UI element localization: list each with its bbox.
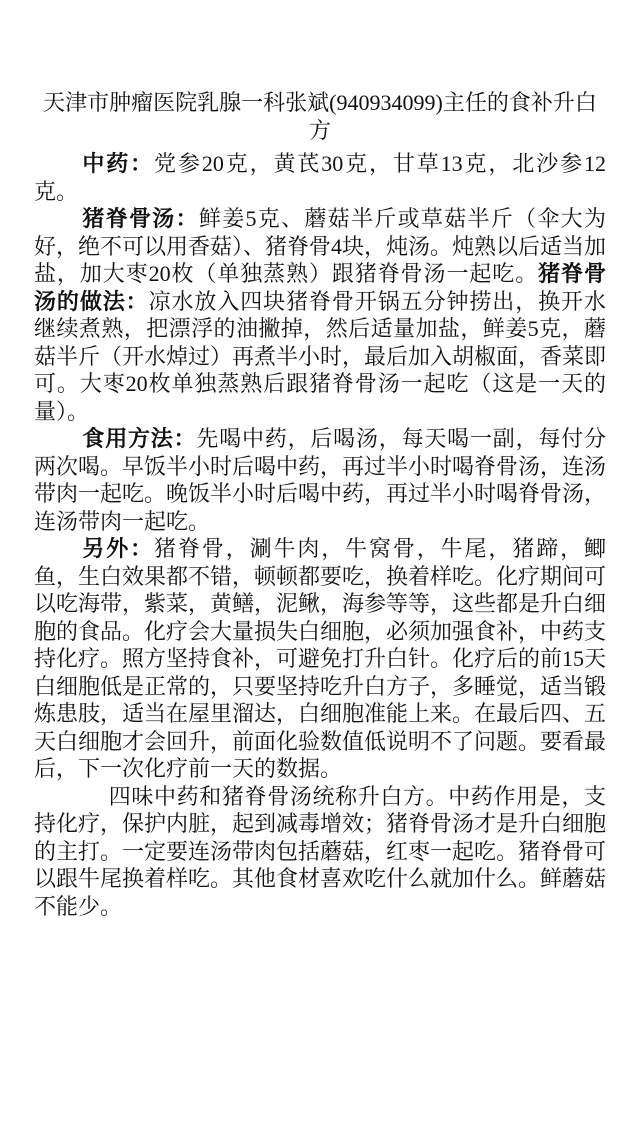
paragraph bbox=[34, 150, 606, 205]
paragraph-label: 食用方法： bbox=[82, 426, 197, 451]
document-body bbox=[34, 150, 606, 920]
paragraph-text: 四味中药和猪脊骨汤统称升白方。中药作用是，支持化疗，保护内脏，起到减毒增效；猪脊骨汤才是升白细胞的主打。一定要连汤带肉包括蘑菇，红枣一起吃。猪脊骨可以跟牛尾换着样吃。其他食材喜欢吃什么就加什么。鲜蘑菇不能少。 bbox=[34, 783, 607, 919]
paragraph-text: 鲜姜5克、蘑菇半斤或草菇半斤（伞大为好，绝不可以用香菇）、猪脊骨4块，炖汤。炖熟以后适当加盐，加大枣20枚（单独蒸熟）跟猪脊骨汤一起吃。 bbox=[34, 206, 607, 286]
paragraph-text: 猪脊骨，涮牛肉，牛窝骨，牛尾，猪蹄，鲫鱼，生白效果都不错，顿顿都要吃，换着样吃。化疗期间可以吃海带，紫菜，黄鳝，泥鳅，海参等等，这些都是升白细胞的食品。化疗会大量损失白细胞，必须加强食补，中药支持化疗。照方坚持食补，可避免打升白针。化疗后的前15天白细胞低是正常的，只要坚持吃升白方子，多睡觉，适当锻炼患肢，适当在屋里溜达，白细胞准能上来。在最后四、五天白细胞才会回升，前面化验数值低说明不了问题。要看最后，下一次化疗前一天的数据。 bbox=[34, 536, 607, 781]
paragraph-text: 凉水放入四块猪脊骨开锅五分钟捞出，换开水继续煮熟，把漂浮的油撇掉，然后适量加盐，鲜姜5克，蘑菇半斤（开水焯过）再煮半小时，最后加入胡椒面，香菜即可。大枣20枚单独蒸熟后跟猪脊骨汤一起吃（这是一天的量）。 bbox=[34, 288, 607, 424]
paragraph-label: 猪脊骨汤： bbox=[82, 206, 199, 231]
paragraph-text: 先喝中药，后喝汤，每天喝一副，每付分两次喝。早饭半小时后喝中药，再过半小时喝脊骨汤，连汤带肉一起吃。晚饭半小时后喝中药，再过半小时喝脊骨汤，连汤带肉一起吃。 bbox=[34, 426, 607, 534]
paragraph-label: 中药： bbox=[82, 151, 155, 176]
document-title: 天津市肿瘤医院乳腺一科张斌(940934099)主任的食补升白方 bbox=[43, 90, 597, 143]
paragraph-label: 猪脊骨汤的做法： bbox=[34, 261, 606, 314]
paragraph bbox=[34, 535, 606, 783]
paragraph-label: 另外： bbox=[82, 536, 155, 561]
paragraph-text: 党参20克，黄芪30克，甘草13克，北沙参12克。 bbox=[34, 151, 606, 204]
paragraph bbox=[34, 425, 606, 535]
paragraph bbox=[34, 783, 606, 921]
paragraph bbox=[34, 205, 606, 425]
